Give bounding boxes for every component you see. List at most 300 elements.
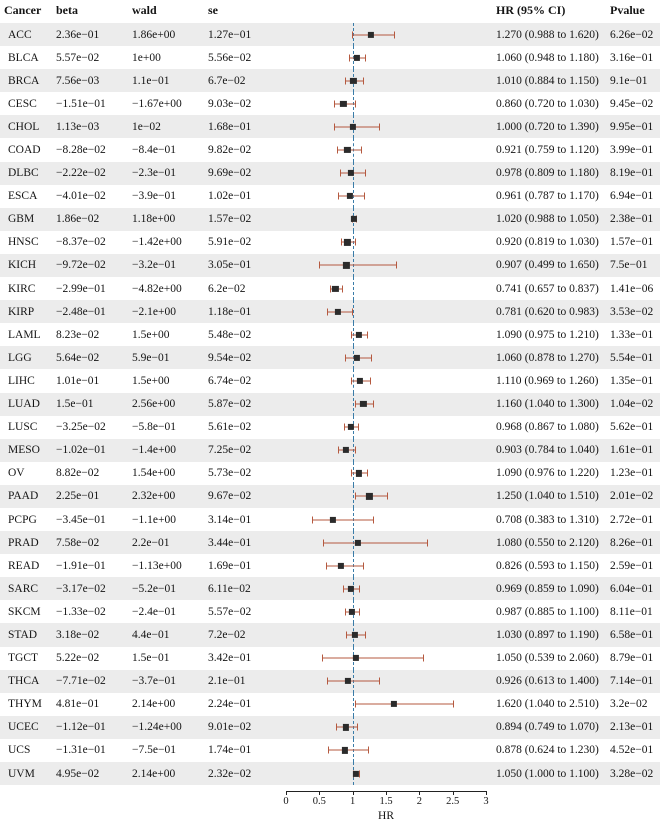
cell-pvalue bbox=[606, 277, 660, 300]
cell-pvalue-text: 6.58e−01 bbox=[610, 628, 654, 641]
cell-pvalue-text: 1.57e−01 bbox=[610, 236, 654, 249]
cell-wald-text: 1e−02 bbox=[132, 120, 161, 133]
ci-upper-cap bbox=[379, 678, 380, 685]
cell-hr-ci-text: 0.708 (0.383 to 1.310) bbox=[496, 513, 599, 526]
cell-se bbox=[204, 46, 280, 69]
cell-cancer-text: LUSC bbox=[8, 421, 38, 434]
cell-cancer-text: LIHC bbox=[8, 374, 35, 387]
cell-pvalue-text: 6.26e−02 bbox=[610, 28, 654, 41]
forest-row-plot bbox=[280, 623, 492, 646]
cell-forest-marker bbox=[280, 531, 492, 554]
cell-se bbox=[204, 23, 280, 46]
column-header-se: se bbox=[208, 3, 218, 17]
forest-row-plot bbox=[280, 69, 492, 92]
cell-se bbox=[204, 416, 280, 439]
cell-beta bbox=[52, 716, 128, 739]
cell-beta-text: 7.56e−03 bbox=[56, 74, 100, 87]
cell-hr-ci-text: 1.050 (1.000 to 1.100) bbox=[496, 767, 599, 780]
forest-row-plot bbox=[280, 185, 492, 208]
cell-se-text: 2.1e−01 bbox=[208, 675, 246, 688]
axis-tick bbox=[386, 791, 387, 795]
cell-cancer bbox=[0, 300, 52, 323]
cell-forest-marker bbox=[280, 115, 492, 138]
cell-hr-ci bbox=[492, 416, 606, 439]
hr-point-marker bbox=[349, 609, 355, 615]
forest-row-plot bbox=[280, 739, 492, 762]
cell-cancer-text: ACC bbox=[8, 28, 32, 41]
table-row bbox=[0, 439, 660, 462]
hr-point-marker bbox=[353, 770, 359, 776]
cell-beta-text: −9.72e−02 bbox=[56, 259, 106, 272]
cell-pvalue-text: 2.13e−01 bbox=[610, 721, 654, 734]
cell-beta-text: −3.45e−01 bbox=[56, 513, 106, 526]
cell-cancer bbox=[0, 462, 52, 485]
cell-pvalue-text: 5.54e−01 bbox=[610, 351, 654, 364]
cell-hr-ci-text: 1.060 (0.948 to 1.180) bbox=[496, 51, 599, 64]
cell-wald-text: −3.2e−01 bbox=[132, 259, 176, 272]
forest-row-plot bbox=[280, 254, 492, 277]
ci-upper-cap bbox=[364, 193, 365, 200]
forest-row-plot bbox=[280, 508, 492, 531]
hr-point-marker bbox=[344, 239, 350, 245]
cell-pvalue bbox=[606, 739, 660, 762]
hr-point-marker bbox=[343, 724, 349, 730]
forest-row-plot bbox=[280, 393, 492, 416]
forest-row-plot bbox=[280, 485, 492, 508]
table-row bbox=[0, 346, 660, 369]
cell-pvalue bbox=[606, 508, 660, 531]
cell-forest-marker bbox=[280, 485, 492, 508]
cell-cancer-text: DLBC bbox=[8, 167, 39, 180]
cell-wald bbox=[128, 693, 204, 716]
cell-wald bbox=[128, 485, 204, 508]
cell-wald bbox=[128, 600, 204, 623]
cell-pvalue-text: 8.26e−01 bbox=[610, 536, 654, 549]
cell-se-text: 6.11e−02 bbox=[208, 582, 251, 595]
ci-lower-cap bbox=[345, 354, 346, 361]
cell-pvalue bbox=[606, 670, 660, 693]
cell-forest-marker bbox=[280, 300, 492, 323]
cell-forest-marker bbox=[280, 577, 492, 600]
cell-forest-marker bbox=[280, 231, 492, 254]
ci-lower-cap bbox=[351, 377, 352, 384]
cell-wald-text: 1.18e+00 bbox=[132, 213, 176, 226]
table-row bbox=[0, 323, 660, 346]
cell-wald bbox=[128, 254, 204, 277]
cell-cancer bbox=[0, 69, 52, 92]
cell-se-text: 1.68e−01 bbox=[208, 120, 252, 133]
cell-pvalue bbox=[606, 92, 660, 115]
cell-hr-ci bbox=[492, 554, 606, 577]
cell-pvalue bbox=[606, 346, 660, 369]
axis-tick-label: 2.5 bbox=[446, 796, 460, 807]
cell-se bbox=[204, 439, 280, 462]
hr-point-marker bbox=[356, 332, 362, 338]
cell-wald-text: −1.24e+00 bbox=[132, 721, 182, 734]
cell-beta-text: −1.31e−01 bbox=[56, 744, 106, 757]
cell-cancer-text: BLCA bbox=[8, 51, 39, 64]
cell-wald bbox=[128, 23, 204, 46]
cell-beta bbox=[52, 762, 128, 785]
table-row bbox=[0, 208, 660, 231]
cell-cancer bbox=[0, 346, 52, 369]
cell-forest-marker bbox=[280, 393, 492, 416]
hr-point-marker bbox=[353, 655, 359, 661]
cell-beta-text: −1.12e−01 bbox=[56, 721, 106, 734]
cell-wald-text: −2.1e+00 bbox=[132, 305, 176, 318]
ci-lower-cap bbox=[319, 262, 320, 269]
hr-point-marker bbox=[335, 309, 341, 315]
cell-hr-ci-text: 0.961 (0.787 to 1.170) bbox=[496, 190, 599, 203]
ci-lower-cap bbox=[345, 77, 346, 84]
cell-wald-text: 4.4e−01 bbox=[132, 628, 170, 641]
confidence-interval-line bbox=[319, 265, 396, 266]
cell-cancer bbox=[0, 647, 52, 670]
forest-row-plot bbox=[280, 577, 492, 600]
cell-hr-ci bbox=[492, 208, 606, 231]
cell-forest-marker bbox=[280, 670, 492, 693]
cell-hr-ci bbox=[492, 485, 606, 508]
cell-beta bbox=[52, 231, 128, 254]
cell-pvalue-text: 3.28e−02 bbox=[610, 767, 654, 780]
cell-forest-marker bbox=[280, 69, 492, 92]
cell-pvalue bbox=[606, 462, 660, 485]
cell-hr-ci bbox=[492, 670, 606, 693]
cell-beta bbox=[52, 46, 128, 69]
cell-se-text: 1.02e−01 bbox=[208, 190, 252, 203]
cell-wald bbox=[128, 508, 204, 531]
forest-row-plot bbox=[280, 531, 492, 554]
confidence-interval-line bbox=[334, 126, 379, 127]
cell-cancer-text: THYM bbox=[8, 698, 42, 711]
reference-line bbox=[353, 277, 354, 300]
forest-row-plot bbox=[280, 115, 492, 138]
cell-cancer-text: UCEC bbox=[8, 721, 39, 734]
confidence-interval-line bbox=[322, 658, 423, 659]
cell-se-text: 9.54e−02 bbox=[208, 351, 252, 364]
cell-beta-text: 1.5e−01 bbox=[56, 398, 94, 411]
cell-beta-text: −2.48e−01 bbox=[56, 305, 106, 318]
cell-cancer bbox=[0, 416, 52, 439]
cell-hr-ci-text: 1.620 (1.040 to 2.510) bbox=[496, 698, 599, 711]
cell-se bbox=[204, 254, 280, 277]
cell-wald bbox=[128, 623, 204, 646]
cell-hr-ci-text: 0.781 (0.620 to 0.983) bbox=[496, 305, 599, 318]
cell-se-text: 5.57e−02 bbox=[208, 605, 252, 618]
forest-row-plot bbox=[280, 277, 492, 300]
cell-hr-ci bbox=[492, 439, 606, 462]
cell-wald-text: 1.86e+00 bbox=[132, 28, 176, 41]
cell-hr-ci bbox=[492, 531, 606, 554]
ci-upper-cap bbox=[387, 493, 388, 500]
ci-upper-cap bbox=[373, 516, 374, 523]
hr-point-marker bbox=[351, 216, 357, 222]
cell-forest-marker bbox=[280, 323, 492, 346]
cell-hr-ci bbox=[492, 393, 606, 416]
cell-forest-marker bbox=[280, 439, 492, 462]
table-row bbox=[0, 485, 660, 508]
cell-hr-ci bbox=[492, 162, 606, 185]
cell-cancer-text: CESC bbox=[8, 97, 37, 110]
cell-cancer-text: ESCA bbox=[8, 190, 38, 203]
ci-upper-cap bbox=[367, 470, 368, 477]
cell-forest-marker bbox=[280, 23, 492, 46]
table-row bbox=[0, 300, 660, 323]
ci-upper-cap bbox=[352, 308, 353, 315]
cell-se-text: 7.2e−02 bbox=[208, 628, 246, 641]
cell-wald bbox=[128, 46, 204, 69]
ci-lower-cap bbox=[327, 308, 328, 315]
cell-cancer bbox=[0, 485, 52, 508]
forest-row-plot bbox=[280, 231, 492, 254]
cell-beta-text: 1.01e−01 bbox=[56, 374, 100, 387]
cell-hr-ci bbox=[492, 600, 606, 623]
table-row bbox=[0, 185, 660, 208]
cell-pvalue-text: 9.95e−01 bbox=[610, 120, 654, 133]
forest-row-plot bbox=[280, 369, 492, 392]
cell-se-text: 1.18e−01 bbox=[208, 305, 252, 318]
cell-pvalue-text: 2.59e−01 bbox=[610, 559, 654, 572]
cell-se bbox=[204, 508, 280, 531]
cell-beta-text: 8.82e−02 bbox=[56, 467, 100, 480]
cell-cancer bbox=[0, 369, 52, 392]
cell-se bbox=[204, 762, 280, 785]
cell-beta-text: −7.71e−02 bbox=[56, 675, 106, 688]
cell-wald-text: 1e+00 bbox=[132, 51, 161, 64]
cell-wald-text: 2.14e+00 bbox=[132, 698, 176, 711]
cell-cancer bbox=[0, 231, 52, 254]
cell-wald bbox=[128, 393, 204, 416]
cell-hr-ci bbox=[492, 92, 606, 115]
cell-wald bbox=[128, 277, 204, 300]
cell-cancer bbox=[0, 138, 52, 161]
cell-pvalue bbox=[606, 185, 660, 208]
cell-wald bbox=[128, 346, 204, 369]
cell-pvalue-text: 6.94e−01 bbox=[610, 190, 654, 203]
cell-wald-text: −1.4e+00 bbox=[132, 444, 176, 457]
table-row bbox=[0, 393, 660, 416]
cell-se-text: 3.14e−01 bbox=[208, 513, 252, 526]
reference-line bbox=[353, 393, 354, 416]
cell-se-text: 5.73e−02 bbox=[208, 467, 252, 480]
hr-point-marker bbox=[350, 78, 356, 84]
cell-beta-text: −1.91e−01 bbox=[56, 559, 106, 572]
table-row bbox=[0, 623, 660, 646]
ci-lower-cap bbox=[340, 170, 341, 177]
axis-tick bbox=[353, 791, 354, 795]
cell-pvalue-text: 5.62e−01 bbox=[610, 421, 654, 434]
cell-se bbox=[204, 92, 280, 115]
forest-row-plot bbox=[280, 716, 492, 739]
ci-lower-cap bbox=[355, 401, 356, 408]
cell-pvalue bbox=[606, 600, 660, 623]
forest-row-plot bbox=[280, 46, 492, 69]
cell-wald-text: 2.2e−01 bbox=[132, 536, 170, 549]
cell-cancer-text: KICH bbox=[8, 259, 37, 272]
cell-beta bbox=[52, 531, 128, 554]
cell-pvalue bbox=[606, 439, 660, 462]
cell-forest-marker bbox=[280, 508, 492, 531]
cell-cancer bbox=[0, 623, 52, 646]
table-row bbox=[0, 554, 660, 577]
table-row bbox=[0, 462, 660, 485]
ci-lower-cap bbox=[352, 31, 353, 38]
cell-se-text: 9.01e−02 bbox=[208, 721, 252, 734]
cell-beta-text: −3.17e−02 bbox=[56, 582, 106, 595]
hr-point-marker bbox=[391, 701, 397, 707]
cell-hr-ci bbox=[492, 462, 606, 485]
cell-se bbox=[204, 115, 280, 138]
hr-point-marker bbox=[355, 540, 361, 546]
cell-se bbox=[204, 647, 280, 670]
axis-tick bbox=[286, 791, 287, 795]
cell-cancer bbox=[0, 254, 52, 277]
cell-beta bbox=[52, 670, 128, 693]
cell-hr-ci-text: 1.250 (1.040 to 1.510) bbox=[496, 490, 599, 503]
cell-hr-ci-text: 1.020 (0.988 to 1.050) bbox=[496, 213, 599, 226]
cell-hr-ci bbox=[492, 739, 606, 762]
cell-hr-ci-text: 0.978 (0.809 to 1.180) bbox=[496, 167, 599, 180]
cell-beta bbox=[52, 208, 128, 231]
ci-upper-cap bbox=[394, 31, 395, 38]
cell-wald-text: 1.5e+00 bbox=[132, 328, 170, 341]
cell-hr-ci-text: 0.987 (0.885 to 1.100) bbox=[496, 605, 599, 618]
cell-cancer bbox=[0, 716, 52, 739]
cell-pvalue bbox=[606, 162, 660, 185]
cell-se bbox=[204, 623, 280, 646]
cell-cancer-text: MESO bbox=[8, 444, 40, 457]
cell-beta-text: 1.86e−02 bbox=[56, 213, 100, 226]
table-row bbox=[0, 739, 660, 762]
cell-cancer-text: GBM bbox=[8, 213, 35, 226]
cell-pvalue-text: 9.45e−02 bbox=[610, 97, 654, 110]
cell-pvalue-text: 3.16e−01 bbox=[610, 51, 654, 64]
ci-upper-cap bbox=[355, 239, 356, 246]
cell-beta bbox=[52, 508, 128, 531]
ci-upper-cap bbox=[355, 100, 356, 107]
cell-beta bbox=[52, 323, 128, 346]
cell-se-text: 9.03e−02 bbox=[208, 97, 252, 110]
cell-wald-text: 1.5e+00 bbox=[132, 374, 170, 387]
column-header-pvalue: Pvalue bbox=[610, 3, 645, 17]
cell-hr-ci-text: 0.903 (0.784 to 1.040) bbox=[496, 444, 599, 457]
cell-beta bbox=[52, 439, 128, 462]
cell-pvalue bbox=[606, 485, 660, 508]
cell-wald bbox=[128, 369, 204, 392]
hr-point-marker bbox=[343, 262, 349, 268]
cell-pvalue bbox=[606, 531, 660, 554]
x-axis-title: HR bbox=[378, 810, 394, 822]
cell-hr-ci-text: 1.270 (0.988 to 1.620) bbox=[496, 28, 599, 41]
cell-beta bbox=[52, 485, 128, 508]
cell-hr-ci bbox=[492, 323, 606, 346]
cell-beta bbox=[52, 69, 128, 92]
cell-forest-marker bbox=[280, 138, 492, 161]
ci-upper-cap bbox=[355, 447, 356, 454]
ci-upper-cap bbox=[358, 424, 359, 431]
column-header-beta: beta bbox=[56, 3, 78, 17]
cell-pvalue bbox=[606, 762, 660, 785]
cell-hr-ci bbox=[492, 577, 606, 600]
cell-cancer-text: PAAD bbox=[8, 490, 39, 503]
ci-upper-cap bbox=[363, 77, 364, 84]
cell-hr-ci bbox=[492, 346, 606, 369]
cell-forest-marker bbox=[280, 739, 492, 762]
table-row bbox=[0, 693, 660, 716]
cell-beta bbox=[52, 693, 128, 716]
table-row bbox=[0, 762, 660, 785]
cell-se-text: 7.25e−02 bbox=[208, 444, 252, 457]
ci-lower-cap bbox=[326, 562, 327, 569]
ci-lower-cap bbox=[337, 147, 338, 154]
cell-se bbox=[204, 300, 280, 323]
ci-upper-cap bbox=[427, 539, 428, 546]
cell-pvalue-text: 2.72e−01 bbox=[610, 513, 654, 526]
cell-beta bbox=[52, 346, 128, 369]
cell-beta bbox=[52, 623, 128, 646]
cell-se-text: 1.69e−01 bbox=[208, 559, 252, 572]
cell-cancer bbox=[0, 600, 52, 623]
cell-forest-marker bbox=[280, 185, 492, 208]
cell-se bbox=[204, 670, 280, 693]
cell-se bbox=[204, 231, 280, 254]
cell-beta-text: 3.18e−02 bbox=[56, 628, 100, 641]
cell-beta bbox=[52, 138, 128, 161]
cell-cancer-text: UVM bbox=[8, 767, 35, 780]
cell-cancer bbox=[0, 508, 52, 531]
cell-forest-marker bbox=[280, 554, 492, 577]
hr-point-marker bbox=[343, 447, 349, 453]
axis-tick bbox=[453, 791, 454, 795]
forest-row-plot bbox=[280, 162, 492, 185]
cell-pvalue bbox=[606, 693, 660, 716]
cell-hr-ci bbox=[492, 623, 606, 646]
cell-cancer-text: CHOL bbox=[8, 120, 40, 133]
table-row bbox=[0, 600, 660, 623]
cell-wald-text: −7.5e−01 bbox=[132, 744, 176, 757]
cell-se-text: 5.48e−02 bbox=[208, 328, 252, 341]
hr-point-marker bbox=[347, 193, 353, 199]
ci-lower-cap bbox=[345, 608, 346, 615]
ci-upper-cap bbox=[342, 285, 343, 292]
cell-wald bbox=[128, 69, 204, 92]
ci-upper-cap bbox=[370, 377, 371, 384]
forest-row-plot bbox=[280, 92, 492, 115]
cell-pvalue bbox=[606, 623, 660, 646]
cell-hr-ci bbox=[492, 115, 606, 138]
cell-se-text: 1.57e−02 bbox=[208, 213, 252, 226]
cell-cancer bbox=[0, 577, 52, 600]
cell-pvalue-text: 4.52e−01 bbox=[610, 744, 654, 757]
forest-row-plot bbox=[280, 762, 492, 785]
axis-tick-label: 0 bbox=[283, 796, 289, 807]
ci-upper-cap bbox=[363, 562, 364, 569]
cell-wald-text: 5.9e−01 bbox=[132, 351, 170, 364]
ci-lower-cap bbox=[343, 585, 344, 592]
cell-wald bbox=[128, 577, 204, 600]
cell-se-text: 3.42e−01 bbox=[208, 652, 252, 665]
cell-wald-text: −1.67e+00 bbox=[132, 97, 182, 110]
cell-cancer-text: SARC bbox=[8, 582, 39, 595]
cell-wald bbox=[128, 439, 204, 462]
cell-wald-text: 2.56e+00 bbox=[132, 398, 176, 411]
ci-upper-cap bbox=[368, 747, 369, 754]
table-row bbox=[0, 577, 660, 600]
cell-se bbox=[204, 600, 280, 623]
axis-tick-label: 0.5 bbox=[312, 796, 326, 807]
cell-beta-text: 7.58e−02 bbox=[56, 536, 100, 549]
cell-se bbox=[204, 739, 280, 762]
